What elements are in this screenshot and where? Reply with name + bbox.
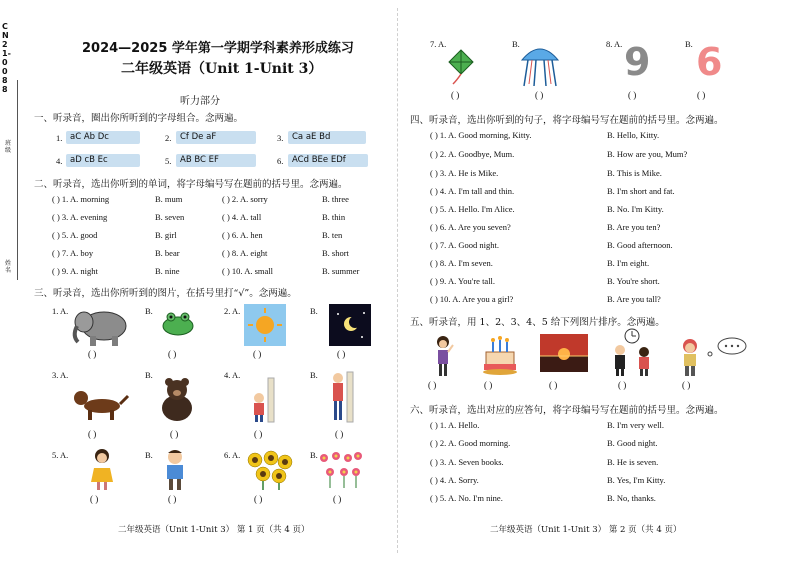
s2-q1-a: ( ) 1. A. morning [52,194,110,204]
s4-q6-a: ( ) 6. A. Are you seven? [430,222,511,232]
s3-paren-2a[interactable]: ( ) [253,349,262,359]
part-title: 听力部分 [180,96,220,107]
s5-paren-1[interactable]: ( ) [428,380,437,390]
s1-num-1: 1. [56,133,63,143]
s1-box-2[interactable]: Cf De aF [176,131,256,144]
q8-label-b: B. [685,39,693,49]
s6-q2-b: B. Good night. [607,438,658,448]
section-3-heading: 三、听录音，选出你所听到的图片，在括号里打“√”。念两遍。 [34,288,297,299]
s4-q4-b: B. I'm short and fat. [607,186,675,196]
s4-q9-b: B. You're short. [607,276,660,286]
section-1-heading: 一、听录音，圈出你所听到的字母组合。念两遍。 [34,113,244,124]
section-6-heading: 六、听录音，选出对应的应答句，将字母编号写在题前的括号里。念两遍。 [410,405,724,416]
s3-paren-1a[interactable]: ( ) [88,349,97,359]
s4-q3-b: B. This is Mike. [607,168,662,178]
elephant-icon [72,306,132,348]
section-2-heading: 二、听录音，选出你听到的单词，将字母编号写在题前的括号里。念两遍。 [34,179,348,190]
s1-num-6: 6. [277,156,284,166]
s3-label-1a: 1. A. [52,306,69,316]
s5-paren-5[interactable]: ( ) [682,380,691,390]
s2-q6-b: B. ten [322,230,343,240]
frog-icon [160,310,196,338]
class-label: 班级 [5,140,12,154]
s3-label-6b: B. [310,450,318,460]
s1-box-1[interactable]: aC Ab Dc [66,131,140,144]
q8-paren-a[interactable]: ( ) [628,90,637,100]
digit-nine: 9 [624,40,651,84]
s4-q10-a: ( ) 10. A. Are you a girl? [430,294,514,304]
waving-girl-icon [432,335,454,377]
exam-title: 2024—2025 学年第一学期学科素养形成练习 [82,41,354,56]
s1-box-5[interactable]: AB BC EF [176,154,256,167]
section-4-heading: 四、听录音，选出你听到的句子，将字母编号写在题前的括号里。念两遍。 [410,115,724,126]
s2-q7-b: B. bear [155,248,180,258]
s3-label-5b: B. [145,450,153,460]
s4-q1-b: B. Hello, Kitty. [607,130,660,140]
digit-six: 6 [696,40,723,84]
s4-q8-b: B. I'm eight. [607,258,650,268]
section-5-heading: 五、听录音，用 1、2、3、4、5 给下列图片排序。念两遍。 [410,317,665,328]
s4-q10-b: B. Are you tall? [607,294,661,304]
s2-q10-b: B. summer [322,266,360,276]
q8-paren-b[interactable]: ( ) [697,90,706,100]
s2-q2-b: B. three [322,194,349,204]
s1-box-6[interactable]: ACd BEe EDf [288,154,368,167]
boy-icon [160,448,190,490]
short-boy-icon [248,378,278,422]
s4-q5-a: ( ) 5. A. Hello. I'm Alice. [430,204,515,214]
s3-label-6a: 6. A. [224,450,241,460]
s3-label-2b: B. [310,306,318,316]
s2-q9-b: B. nine [155,266,180,276]
s4-q2-b: B. How are you, Mum? [607,149,688,159]
s2-q8-a: ( ) 8. A. eight [222,248,268,258]
q7-paren-b[interactable]: ( ) [535,90,544,100]
q7-label-a: 7. A. [430,39,447,49]
s2-q10-a: ( ) 10. A. small [222,266,273,276]
s3-label-3a: 3. A. [52,370,69,380]
s6-q5-a: ( ) 5. A. No. I'm nine. [430,493,503,503]
footer-right: 二年级英语（Unit 1-Unit 3） 第 2 页（共 4 页） [490,525,682,535]
s3-label-1b: B. [145,306,153,316]
s3-paren-3b[interactable]: ( ) [170,429,179,439]
s6-q1-a: ( ) 1. A. Hello. [430,420,480,430]
s4-q8-a: ( ) 8. A. I'm seven. [430,258,493,268]
s6-q5-b: B. No, thanks. [607,493,656,503]
s4-q9-a: ( ) 9. A. You're tall. [430,276,496,286]
s5-paren-4[interactable]: ( ) [618,380,627,390]
s1-num-2: 2. [165,133,172,143]
s6-q2-a: ( ) 2. A. Good morning. [430,438,511,448]
flowers-icon [318,450,362,490]
s4-q4-a: ( ) 4. A. I'm tall and thin. [430,186,515,196]
s4-q7-a: ( ) 7. A. Good night. [430,240,499,250]
girl-icon [87,448,117,490]
s5-paren-2[interactable]: ( ) [484,380,493,390]
footer-left: 二年级英语（Unit 1-Unit 3） 第 1 页（共 4 页） [118,525,310,535]
s3-label-3b: B. [145,370,153,380]
sunflowers-icon [245,450,293,490]
binding-line [17,80,18,280]
s3-label-5a: 5. A. [52,450,69,460]
s4-q1-a: ( ) 1. A. Good morning, Kitty. [430,130,532,140]
q7-paren-a[interactable]: ( ) [451,90,460,100]
s2-q5-a: ( ) 5. A. good [52,230,98,240]
s1-num-4: 4. [56,156,63,166]
s5-paren-3[interactable]: ( ) [549,380,558,390]
s1-box-3[interactable]: Ca aE Bd [288,131,366,144]
s6-q3-b: B. He is seven. [607,457,659,467]
s6-q4-b: B. Yes, I'm Kitty. [607,475,666,485]
kite-icon [447,50,475,86]
s1-box-4[interactable]: aD cB Ec [66,154,140,167]
s2-q2-a: ( ) 2. A. sorry [222,194,268,204]
s3-paren-6b[interactable]: ( ) [333,494,342,504]
name-label: 姓名 [5,260,12,274]
s3-paren-4a[interactable]: ( ) [254,429,263,439]
s6-q4-a: ( ) 4. A. Sorry. [430,475,479,485]
s2-q9-a: ( ) 9. A. night [52,266,98,276]
s2-q4-b: B. thin [322,212,346,222]
s2-q5-b: B. girl [155,230,177,240]
s3-paren-6a[interactable]: ( ) [254,494,263,504]
s3-label-4b: B. [310,370,318,380]
s4-q2-a: ( ) 2. A. Goodbye, Mum. [430,149,515,159]
s3-paren-5a[interactable]: ( ) [90,494,99,504]
s6-q3-a: ( ) 3. A. Seven books. [430,457,504,467]
q7-label-b: B. [512,39,520,49]
exam-code: CN21-0088 [2,22,11,94]
dog-icon [72,388,128,422]
s2-q4-a: ( ) 4. A. tall [222,212,262,222]
s3-paren-3a[interactable]: ( ) [88,429,97,439]
sun-icon [244,304,286,346]
s4-q5-b: B. No. I'm Kitty. [607,204,664,214]
q8-label-a: 8. A. [606,39,623,49]
s4-q6-b: B. Are you ten? [607,222,661,232]
s2-q8-b: B. short [322,248,349,258]
s3-label-2a: 2. A. [224,306,241,316]
tall-boy-icon [327,372,357,422]
birthday-cake-icon [482,334,518,376]
s2-q7-a: ( ) 7. A. boy [52,248,94,258]
clock-people-icon [610,328,660,376]
s2-q1-b: B. mum [155,194,183,204]
s6-q1-b: B. I'm very well. [607,420,665,430]
s2-q3-b: B. seven [155,212,185,222]
thinking-boy-icon [680,336,750,376]
s1-num-3: 3. [277,133,284,143]
page-fold [397,8,398,553]
moon-icon [329,304,371,346]
s3-label-4a: 4. A. [224,370,241,380]
s3-paren-1b[interactable]: ( ) [168,349,177,359]
s3-paren-5b[interactable]: ( ) [168,494,177,504]
sunset-icon [540,334,588,372]
s4-q3-a: ( ) 3. A. He is Mike. [430,168,499,178]
s3-paren-2b[interactable]: ( ) [337,349,346,359]
jellyfish-kite-icon [520,44,560,88]
subject-title: 二年级英语（Unit 1-Unit 3） [121,61,323,77]
bear-icon [158,378,196,422]
s1-num-5: 5. [165,156,172,166]
s2-q6-a: ( ) 6. A. hen [222,230,263,240]
s3-paren-4b[interactable]: ( ) [335,429,344,439]
s2-q3-a: ( ) 3. A. evening [52,212,108,222]
s4-q7-b: B. Good afternoon. [607,240,673,250]
